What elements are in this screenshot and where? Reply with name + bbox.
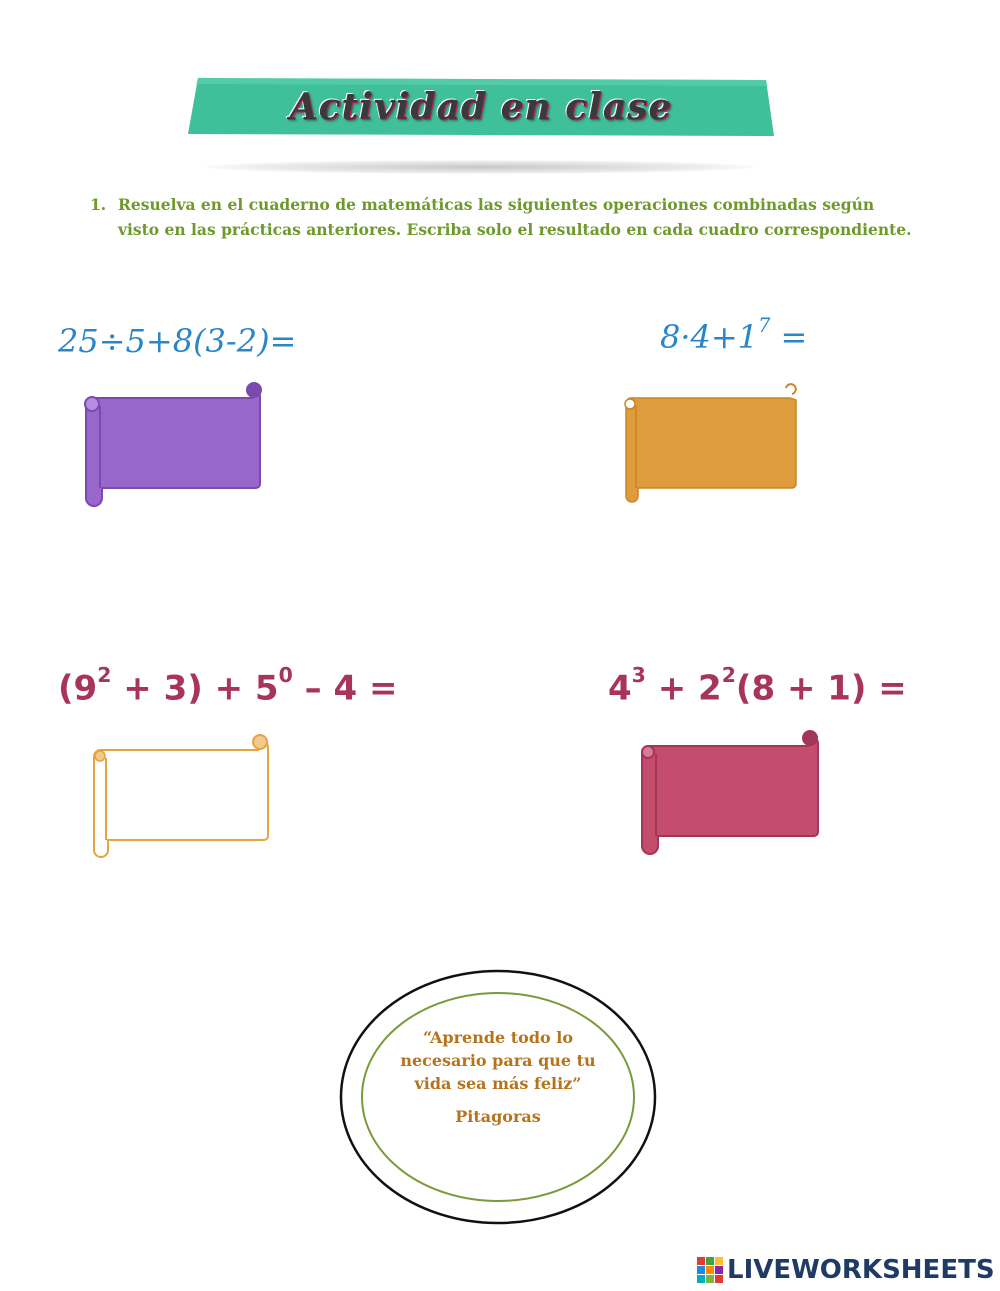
exercise-4-exponent-2: 2 bbox=[721, 662, 736, 687]
instruction-text: Resuelva en el cuaderno de matemáticas las siguientes operaciones combinadas según visto en las prácticas anteriores. Escriba solo el resultado en cada cuadro correspondiente. bbox=[118, 195, 912, 239]
answer-box-3[interactable] bbox=[88, 730, 274, 860]
exercise-4-expression bbox=[608, 662, 907, 709]
exercise-4-part-3: (8 + 1) = bbox=[735, 668, 907, 709]
exercise-2-base: 8·4+1 bbox=[660, 318, 759, 356]
quote-author: Pitagoras bbox=[455, 1107, 541, 1126]
exercise-3-part-3: – 4 = bbox=[292, 668, 398, 709]
exercise-3-part-2: + 3) + 5 bbox=[111, 668, 279, 709]
exercise-4-part-2: + 2 bbox=[645, 668, 722, 709]
exercise-1-expression bbox=[58, 322, 296, 360]
exercise-3-expression bbox=[58, 662, 398, 709]
exercise-1-text: 25÷5+8(3-2)= bbox=[58, 322, 297, 360]
exercise-3-exponent-2: 0 bbox=[278, 662, 293, 687]
logo-text: LIVEWORKSHEETS bbox=[727, 1255, 995, 1285]
exercise-2-equals: = bbox=[770, 318, 808, 356]
exercise-3-part-1: (9 bbox=[58, 668, 98, 709]
liveworksheets-blocks-icon bbox=[697, 1257, 723, 1283]
quote-text: “Aprende todo lo necesario para que tu vida sea más feliz” bbox=[400, 1028, 596, 1093]
answer-box-4[interactable] bbox=[636, 726, 824, 856]
answer-box-2[interactable] bbox=[618, 380, 804, 504]
banner-shadow bbox=[205, 160, 755, 174]
answer-box-1[interactable] bbox=[80, 380, 266, 508]
exercise-2-expression bbox=[660, 313, 808, 356]
liveworksheets-logo[interactable] bbox=[697, 1254, 995, 1286]
instruction-number: 1. bbox=[90, 195, 107, 214]
quote bbox=[390, 1026, 606, 1128]
page-title: Actividad en clase bbox=[289, 86, 673, 128]
exercise-4-exponent-1: 3 bbox=[631, 662, 646, 687]
exercise-4-part-1: 4 bbox=[608, 668, 632, 709]
exercise-2-exponent: 7 bbox=[758, 313, 771, 337]
exercise-3-exponent-1: 2 bbox=[97, 662, 112, 687]
